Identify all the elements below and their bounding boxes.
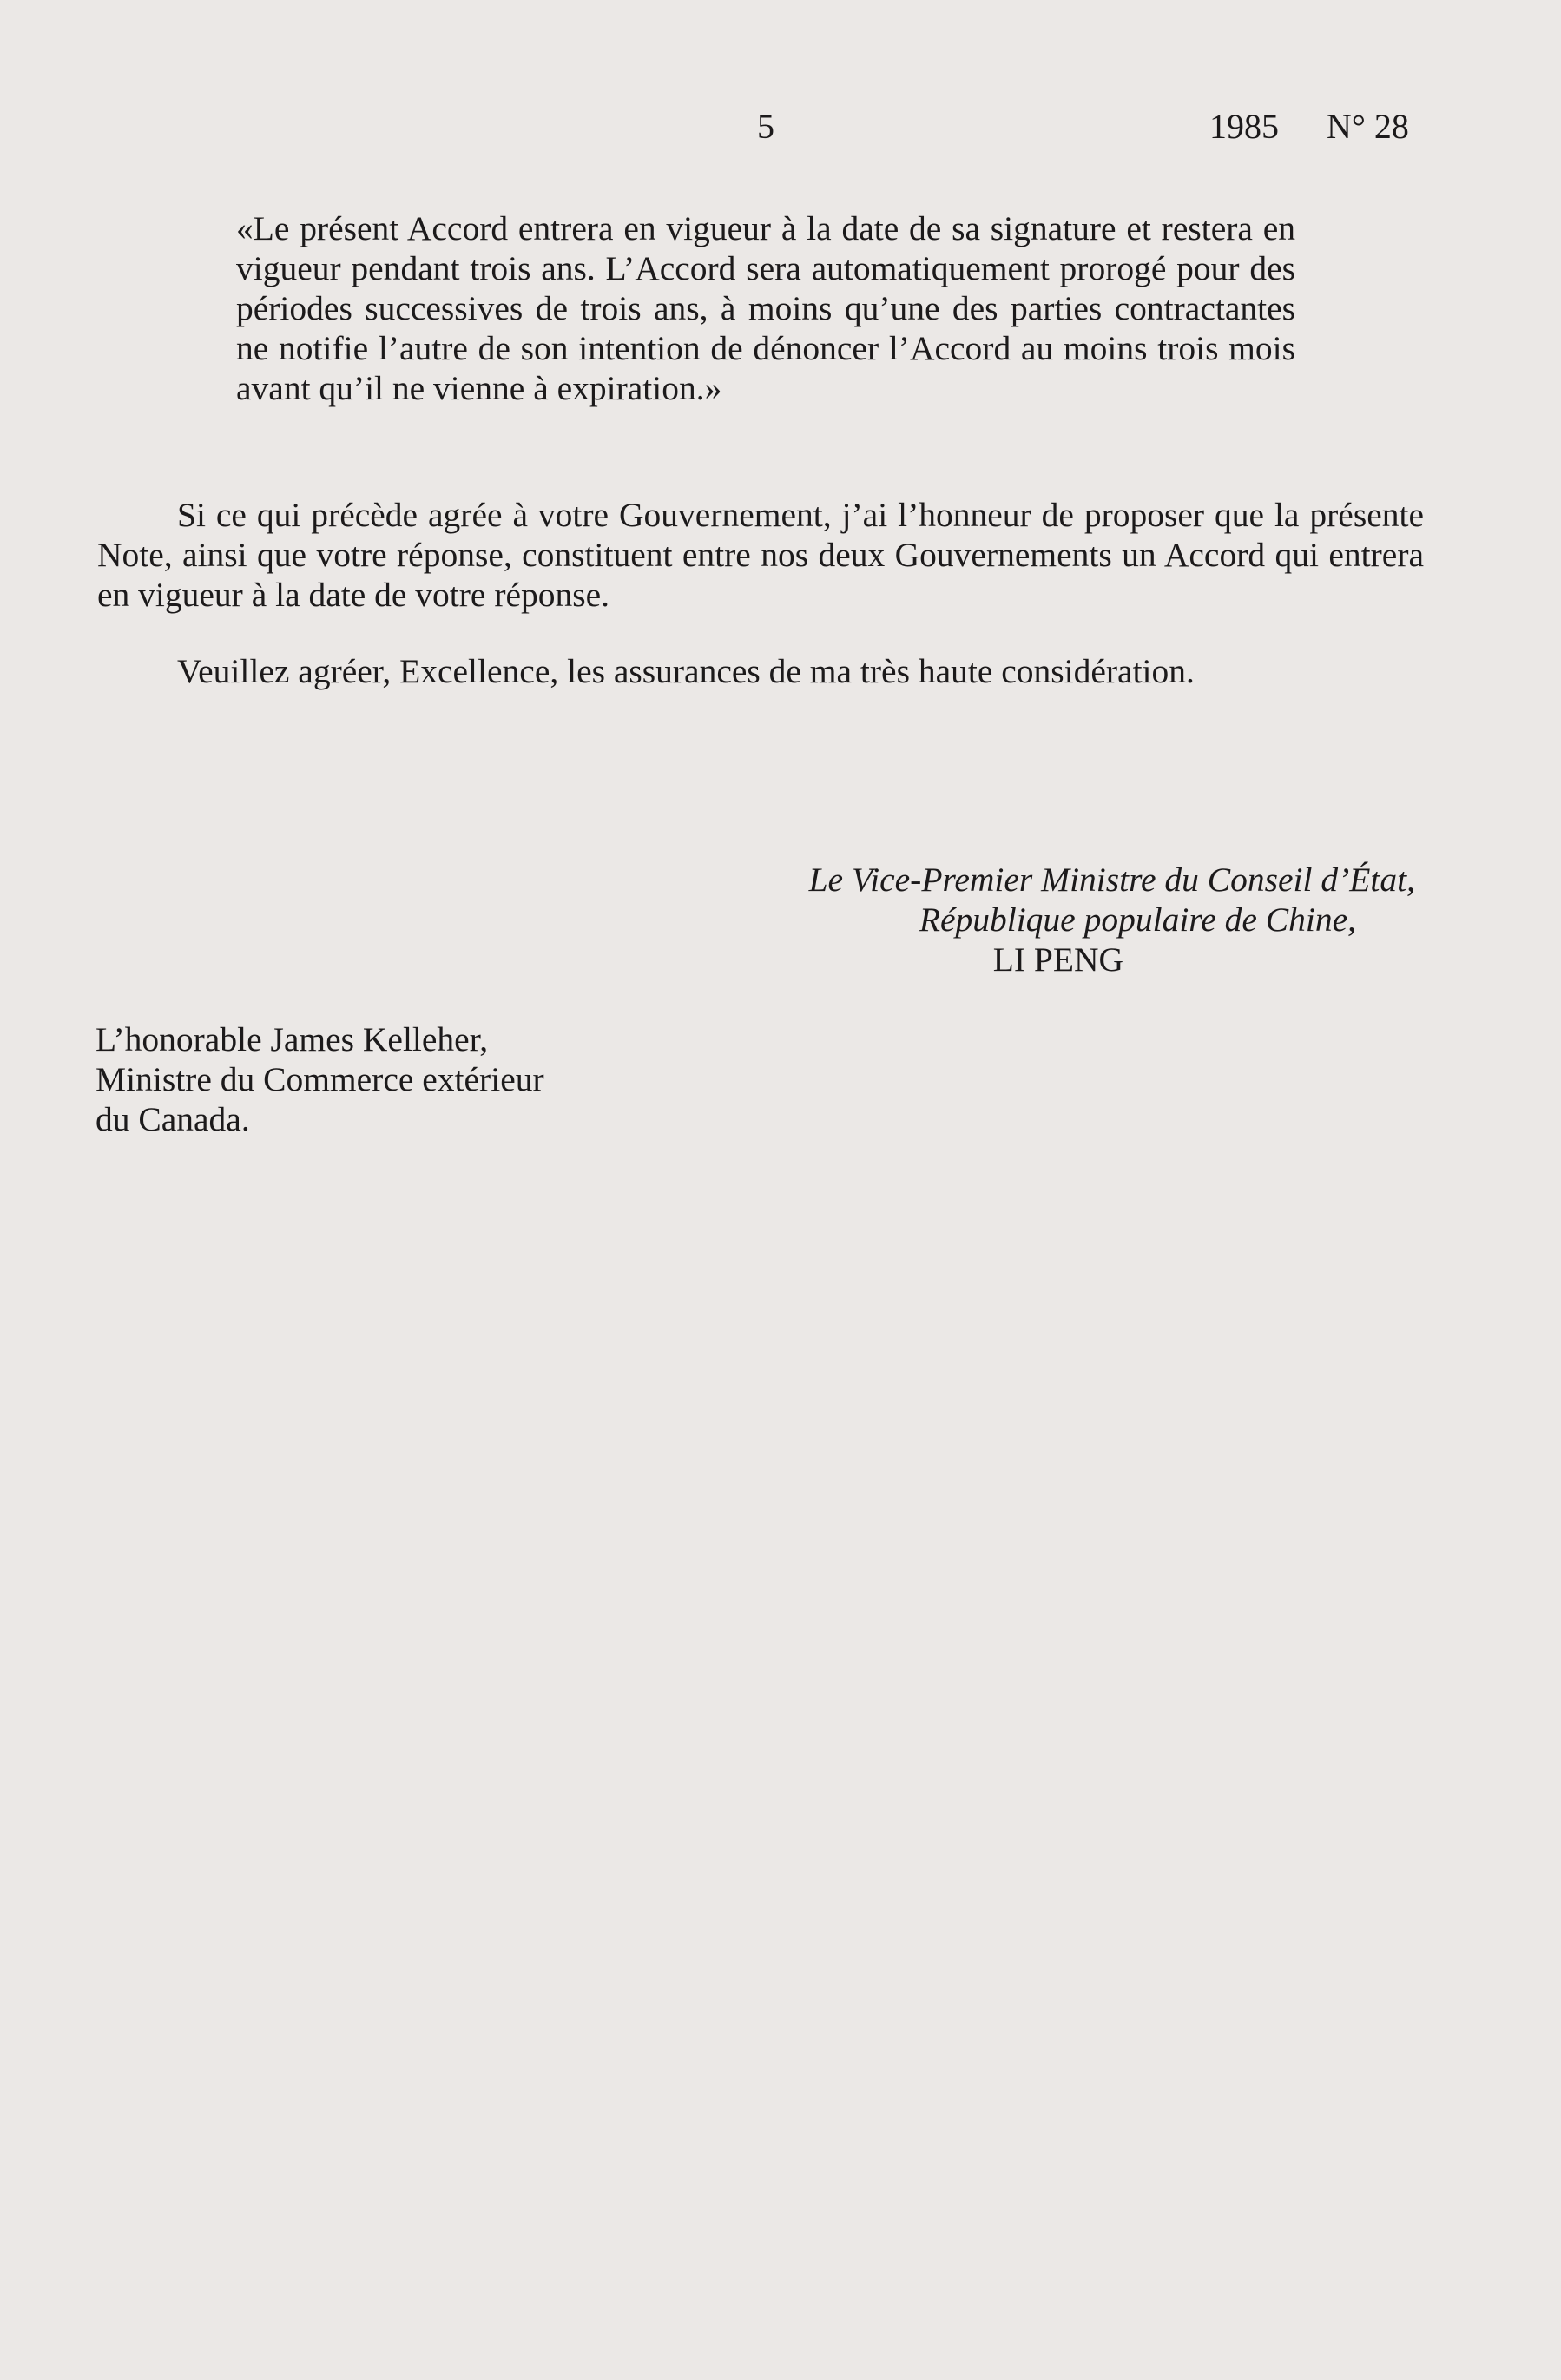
signatory-title: Le Vice-Premier Ministre du Conseil d’État, [808,860,1415,899]
addressee-office: Ministre du Commerce extérieur [96,1060,544,1098]
body-paragraph-proposal: Si ce qui précède agrée à votre Gouvernement, j’ai l’honneur de proposer que la présente Note, ainsi que votre réponse, constituent entre nos deux Gouvernements un Accord qui entrera en vigueur à la date de votre réponse. [97,496,1424,614]
signatory-name: LI PENG [992,940,1123,979]
header-issue-number: N° 28 [1327,107,1409,146]
addressee-country: du Canada. [96,1100,250,1138]
header-year: 1985 [1209,107,1279,146]
quoted-agreement-clause: «Le présent Accord entrera en vigueur à la date de sa signature et restera en vigueur pendant trois ans. L’Accord sera automatiquement prorogé pour des périodes successives de trois ans, à moins qu’une des parties contractantes ne notifie l’autre de son intention de dénoncer l’Accord au moins trois mois avant qu’il ne vienne à expiration.» [236,209,1295,407]
addressee-block [96,1019,544,1139]
page-number: 5 [757,107,774,146]
body-paragraph-closing: Veuillez agréer, Excellence, les assurances de ma très haute considération. [177,652,1195,690]
addressee-name: L’honorable James Kelleher, [96,1020,489,1058]
page-header [0,106,1561,149]
signatory-country: République populaire de Chine, [919,900,1356,939]
signature-block [809,860,1415,979]
